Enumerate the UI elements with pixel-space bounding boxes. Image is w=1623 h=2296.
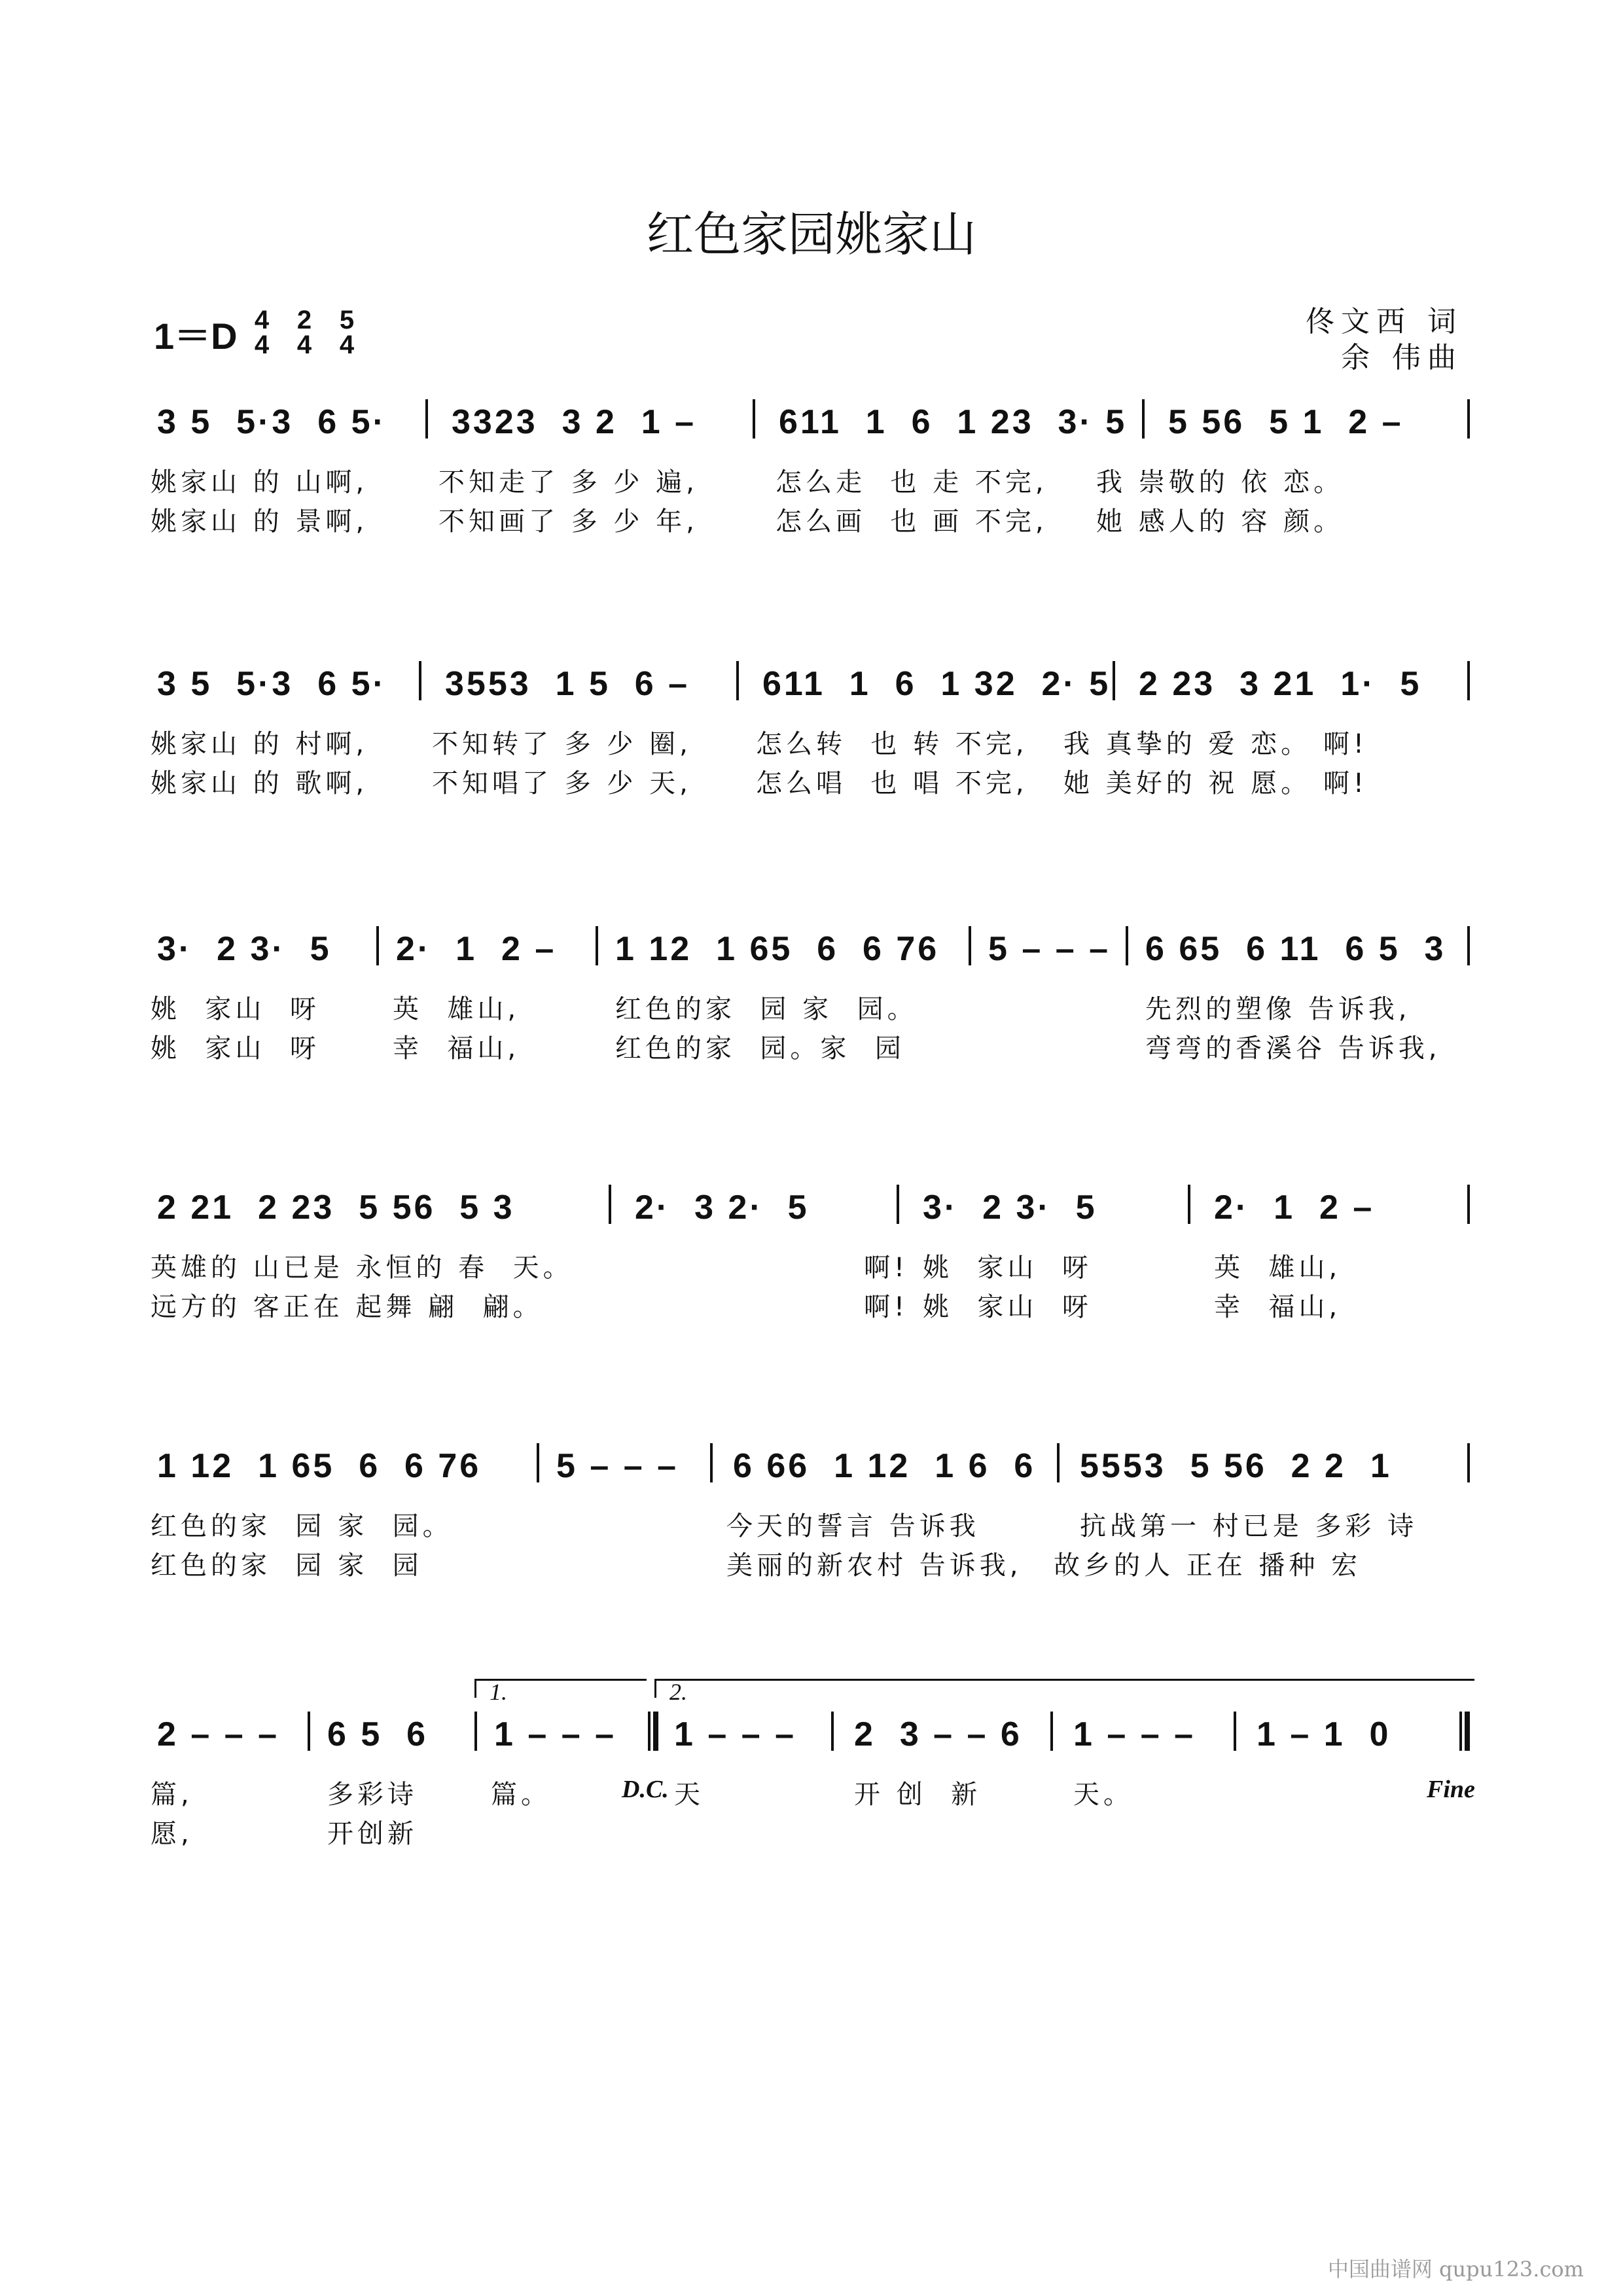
lyric: 我 崇敬的 依 恋。	[1096, 467, 1344, 497]
lyric: 天。	[1073, 1780, 1133, 1810]
lyric: 英 雄山,	[393, 994, 520, 1024]
lyric: 我 真挚的 爱 恋。 啊!	[1063, 729, 1368, 759]
time-signature-3: 5 4	[339, 306, 355, 359]
measure: 5 56 5 1 2 –	[1168, 403, 1404, 441]
measure: 3553 1 5 6 –	[445, 665, 690, 703]
lyric: 她 美好的 祝 愿。 啊!	[1063, 768, 1368, 798]
system-4	[151, 1188, 1472, 1332]
notes-row	[151, 403, 1472, 461]
measure: 3323 3 2 1 –	[452, 403, 697, 441]
lyric: 不知转了 多 少 圈,	[432, 729, 692, 759]
dc-marking: D.C.	[622, 1776, 669, 1803]
lyric: 红色的家 园。家 园	[615, 1033, 905, 1064]
system-6	[151, 1679, 1475, 1859]
lyric: 怎么画 也 画 不完,	[776, 507, 1048, 537]
lyric: 幸 福山,	[393, 1033, 520, 1064]
system-5	[151, 1446, 1472, 1590]
volta-2-label: 2.	[669, 1679, 687, 1705]
lyric: 美丽的新农村 告诉我,	[726, 1551, 1022, 1581]
composer-credit: 余 伟曲	[1341, 341, 1463, 374]
lyric: 愿,	[151, 1819, 193, 1849]
measure: 611 1 6 1 23 3· 5	[779, 403, 1128, 441]
measure: 2· 1 2 –	[396, 930, 557, 968]
lyric: 开创新	[327, 1819, 418, 1849]
lyric: 姚家山 的 歌啊,	[151, 768, 368, 798]
lyric: 她 感人的 容 颜。	[1096, 507, 1344, 537]
lyric: 天	[674, 1780, 704, 1810]
lyric: 远方的 客正在 起舞 翩 翩。	[151, 1292, 543, 1322]
measure: 3· 2 3· 5	[157, 930, 332, 968]
lyric: 姚 家山 呀	[151, 994, 320, 1024]
measure: 611 1 6 1 32 2· 5	[762, 665, 1111, 703]
lyric: 不知画了 多 少 年,	[438, 507, 698, 537]
lyric: 幸 福山,	[1214, 1292, 1342, 1322]
measure: 3 5 5·3 6 5·	[157, 665, 387, 703]
measure: 1 – 1 0	[1257, 1715, 1391, 1753]
time-signature-2: 2 4	[296, 306, 312, 359]
measure: 2· 3 2· 5	[635, 1189, 810, 1227]
measure: 6 66 1 12 1 6 6	[733, 1447, 1036, 1485]
lyric: 姚家山 的 村啊,	[151, 729, 368, 759]
lyric: 红色的家 园 家 园。	[151, 1511, 453, 1541]
measure: 1 12 1 65 6 6 76	[615, 930, 940, 968]
lyric: 怎么走 也 走 不完,	[776, 467, 1048, 497]
lyricist-credit: 佟文西 词	[1306, 305, 1463, 338]
measure: 2· 1 2 –	[1214, 1189, 1375, 1227]
lyric: 姚 家山 呀	[923, 1253, 1092, 1283]
volta-1-label: 1.	[490, 1679, 507, 1705]
lyric: 多彩诗	[327, 1780, 418, 1810]
measure: 3· 2 3· 5	[923, 1189, 1097, 1227]
lyric: 英雄的 山已是 永恒的 春 天。	[151, 1253, 573, 1283]
lyric: 英 雄山,	[1214, 1253, 1342, 1283]
key-signature: 1＝D	[154, 315, 238, 357]
lyric: 姚家山 的 山啊,	[151, 467, 368, 497]
lyric: 篇。	[491, 1780, 551, 1810]
measure: 2 3 – – 6	[854, 1715, 1022, 1753]
measure: 1 – – –	[1073, 1715, 1196, 1753]
lyric: 红色的家 园 家 园。	[615, 994, 918, 1024]
lyric: 红色的家 园 家 园	[151, 1551, 423, 1581]
system-3	[151, 929, 1472, 1073]
lyric: 弯弯的香溪谷 告诉我,	[1145, 1033, 1441, 1064]
lyric: 今天的誓言 告诉我	[726, 1511, 980, 1541]
song-title: 红色家园姚家山	[646, 207, 976, 262]
measure: 6 5 6	[327, 1715, 429, 1753]
lyric: 篇,	[151, 1780, 193, 1810]
lyric: 姚 家山 呀	[923, 1292, 1092, 1322]
lyric: 不知走了 多 少 遍,	[438, 467, 698, 497]
lyric: 怎么唱 也 唱 不完,	[756, 768, 1028, 798]
lyric: 姚家山 的 景啊,	[151, 507, 368, 537]
time-signature-1: 4 4	[254, 306, 270, 359]
measure: 3 5 5·3 6 5·	[157, 403, 387, 441]
measure: 5 – – –	[556, 1447, 679, 1485]
measure: 5553 5 56 2 2 1	[1080, 1447, 1392, 1485]
lyric: 开 创 新	[854, 1780, 982, 1810]
measure: 1 – – –	[674, 1715, 797, 1753]
measure: 1 12 1 65 6 6 76	[157, 1447, 482, 1485]
measure: 6 65 6 11 6 5 3	[1145, 930, 1446, 968]
lyric: 啊!	[864, 1292, 909, 1322]
system-1	[151, 403, 1472, 547]
lyric: 先烈的塑像 告诉我,	[1145, 994, 1411, 1024]
lyric: 不知唱了 多 少 天,	[432, 768, 692, 798]
lyric: 姚 家山 呀	[151, 1033, 320, 1064]
lyric: 抗战第一 村已是 多彩 诗	[1080, 1511, 1418, 1541]
lyric: 故乡的人 正在 播种 宏	[1054, 1551, 1362, 1581]
measure: 2 – – –	[157, 1715, 280, 1753]
measure: 2 21 2 23 5 56 5 3	[157, 1189, 515, 1227]
measure: 1 – – –	[494, 1715, 617, 1753]
lyric: 啊!	[864, 1253, 909, 1283]
watermark: 中国曲谱网 qupu123.com	[1327, 2257, 1584, 2282]
fine-marking: Fine	[1427, 1776, 1475, 1803]
measure: 2 23 3 21 1· 5	[1139, 665, 1422, 703]
system-2	[151, 664, 1472, 808]
measure: 5 – – –	[988, 930, 1111, 968]
lyric: 怎么转 也 转 不完,	[756, 729, 1028, 759]
